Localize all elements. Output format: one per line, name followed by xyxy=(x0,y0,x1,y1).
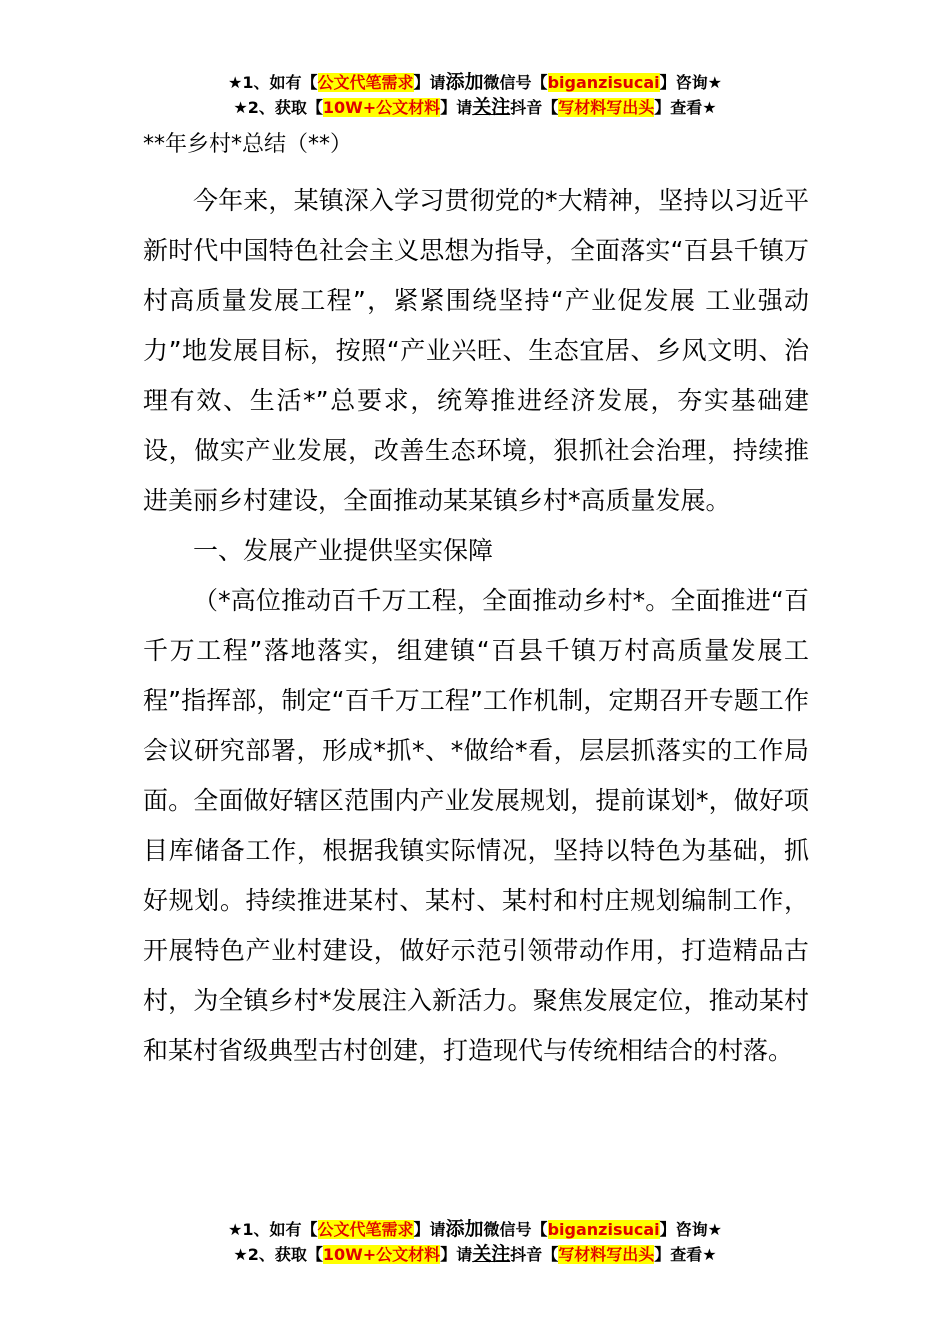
banner-line-1 xyxy=(0,70,950,95)
banner-text: 】咨询★ xyxy=(659,1220,722,1239)
document-title: **年乡村*总结（**） xyxy=(143,132,353,157)
paragraph-intro: 今年来，某镇深入学习贯彻党的*大精神，坚持以习近平新时代中国特色社会主义思想为指导，全面落实“百县千镇万村高质量发展工程”，紧紧围绕坚持“产业促发展 工业强动力”地发展目标，按照“产业兴旺、生态宜居、乡风文明、治理有效、生活*”总要求，统筹推进经济发展，夯实基础建设，做实产业发展，改善生态环境，狠抓社会治理，持续推进美丽乡村建设，全面推动某某镇乡村*高质量发展。 xyxy=(143,186,809,515)
emphasis-text: 添加 xyxy=(445,1218,484,1240)
banner-text: 】查看★ xyxy=(654,1245,717,1264)
banner-text: ★2、获取【 xyxy=(233,1245,323,1264)
emphasis-text: 添加 xyxy=(445,71,484,93)
banner-text: 】请 xyxy=(413,73,446,92)
paragraph-section-1: （*高位推动百千万工程，全面推动乡村*。全面推进“百千万工程”落地落实，组建镇“百县千镇万村高质量发展工程”指挥部，制定“百千万工程”工作机制，定期召开专题工作会议研究部署，形成*抓*、*做给*看，层层抓落实的工作局面。全面做好辖区范围内产业发展规划，提前谋划*，做好项目库储备工作，根据我镇实际情况，坚持以特色为基础，抓好规划。持续推进某村、某村、某村和村庄规划编制工作，开展特色产业村建设，做好示范引领带动作用，打造精品古村，为全镇乡村*发展注入新活力。聚焦发展定位，推动某村和某村省级典型古村创建，打造现代与传统相结合的村落。 xyxy=(143,586,809,1065)
banner-text: ★2、获取【 xyxy=(233,98,323,117)
highlight-text: 10W+公文材料 xyxy=(322,98,441,117)
document-body xyxy=(143,126,809,1076)
banner-line-1 xyxy=(0,1217,950,1242)
highlight-text: 写材料写出头 xyxy=(558,1245,655,1264)
emphasis-text: 关注 xyxy=(472,96,511,118)
highlight-text: biganzisucai xyxy=(547,73,660,92)
banner-line-2 xyxy=(0,95,950,120)
banner-text: 抖音【 xyxy=(510,1245,559,1264)
banner-text: 】请 xyxy=(440,1245,473,1264)
banner-text: 微信号【 xyxy=(483,1220,548,1239)
highlight-text: 公文代笔需求 xyxy=(317,1220,414,1239)
banner-text: 】请 xyxy=(440,98,473,117)
highlight-text: 10W+公文材料 xyxy=(322,1245,441,1264)
banner-text: ★1、如有【 xyxy=(228,1220,318,1239)
top-banner xyxy=(0,70,950,120)
banner-text: ★1、如有【 xyxy=(228,73,318,92)
banner-text: 微信号【 xyxy=(483,73,548,92)
banner-text: 】咨询★ xyxy=(659,73,722,92)
emphasis-text: 关注 xyxy=(472,1243,511,1265)
section-heading: 一、发展产业提供坚实保障 xyxy=(193,536,494,565)
banner-line-2 xyxy=(0,1242,950,1267)
banner-text: 】查看★ xyxy=(654,98,717,117)
banner-text: 抖音【 xyxy=(510,98,559,117)
highlight-text: 公文代笔需求 xyxy=(317,73,414,92)
highlight-text: 写材料写出头 xyxy=(558,98,655,117)
highlight-text: biganzisucai xyxy=(547,1220,660,1239)
banner-text: 】请 xyxy=(413,1220,446,1239)
bottom-banner xyxy=(0,1217,950,1267)
